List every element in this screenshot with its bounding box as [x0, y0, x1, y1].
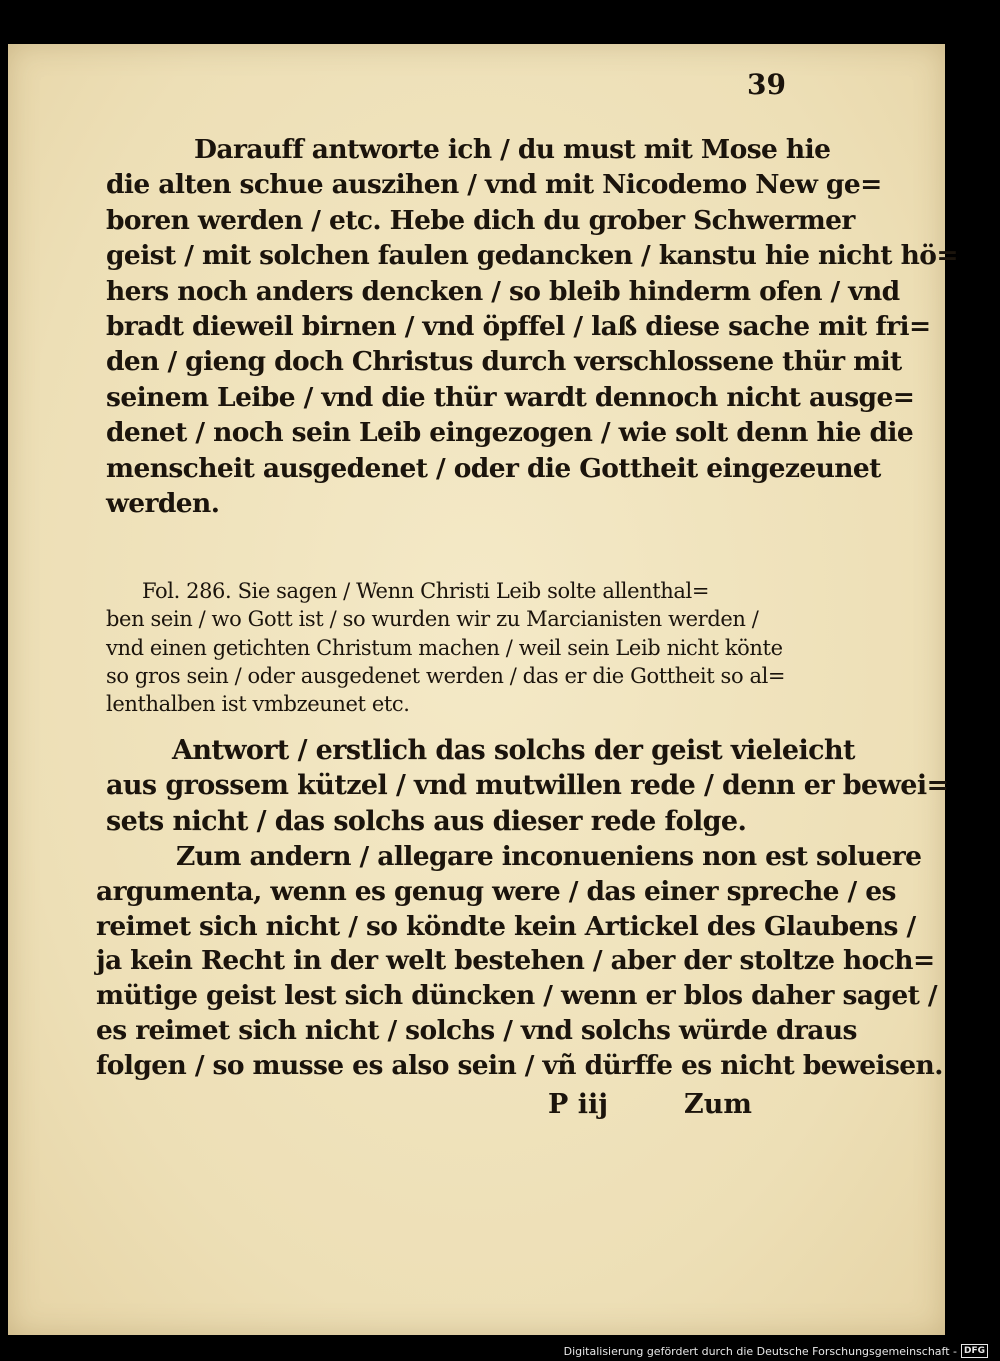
text-line: so gros sein / oder ausgedenet werden / das er die Gottheit so al= [106, 663, 786, 688]
text-line: bradt dieweil birnen / vnd öpffel / laß diese sache mit fri= [106, 311, 931, 343]
text-line: reimet sich nicht / so köndte kein Artickel des Glaubens / [96, 910, 916, 942]
text-line: Antwort / erstlich das solchs der geist vieleicht [172, 735, 855, 766]
signature-mark: P iij [548, 1089, 608, 1120]
second-paragraph [96, 840, 943, 1084]
text-line: boren werden / etc. Hebe dich du grober Schwermer [106, 204, 855, 236]
paragraph-main [106, 132, 958, 521]
text-line: lenthalben ist vmbzeunet etc. [106, 692, 410, 717]
text-line: mütige geist lest sich düncken / wenn er blos daher saget / [96, 980, 937, 1012]
page-footer-marks [548, 1089, 752, 1120]
text-line: ja kein Recht in der welt bestehen / aber der stoltze hoch= [96, 945, 935, 977]
text-line: geist / mit solchen faulen gedancken / kanstu hie nicht hö= [106, 240, 958, 272]
text-line: Zum andern / allegare inconueniens non est soluere [176, 841, 922, 872]
text-line: vnd einen getichten Christum machen / weil sein Leib nicht könte [106, 635, 783, 660]
catchword: Zum [684, 1089, 752, 1120]
text-line: folgen / so musse es also sein / vñ dürffe es nicht beweisen. [96, 1049, 943, 1081]
text-line: die alten schue auszihen / vnd mit Nicodemo New ge= [106, 169, 882, 201]
text-line: Fol. 286. Sie sagen / Wenn Christi Leib solte allenthal= [142, 579, 710, 603]
answer-paragraph [106, 733, 949, 839]
text-line: Darauff antworte ich / du must mit Mose hie [194, 134, 831, 165]
page-number: 39 [747, 68, 786, 101]
text-line: aus grossem kützel / vnd mutwillen rede / denn er bewei= [106, 770, 949, 802]
dfg-logo: DFG [961, 1344, 988, 1358]
text-line: argumenta, wenn es genug were / das einer spreche / es [96, 875, 896, 907]
citation-paragraph [106, 577, 796, 718]
digitization-footer [564, 1344, 988, 1358]
text-line: den / gieng doch Christus durch verschlossene thür mit [106, 346, 902, 378]
text-line: sets nicht / das solchs aus dieser rede folge. [106, 805, 747, 837]
text-line: menscheit ausgedenet / oder die Gottheit eingezeunet [106, 452, 881, 484]
text-line: seinem Leibe / vnd die thür wardt dennoch nicht ausge= [106, 381, 915, 413]
text-line: es reimet sich nicht / solchs / vnd solchs würde draus [96, 1014, 857, 1046]
text-line: ben sein / wo Gott ist / so wurden wir zu Marcianisten werden / [106, 607, 759, 632]
text-line: werden. [106, 488, 220, 520]
text-line: hers noch anders dencken / so bleib hinderm ofen / vnd [106, 275, 900, 307]
text-line: denet / noch sein Leib eingezogen / wie solt denn hie die [106, 417, 914, 449]
footer-text: Digitalisierung gefördert durch die Deutsche Forschungsgemeinschaft - [563, 1344, 957, 1358]
